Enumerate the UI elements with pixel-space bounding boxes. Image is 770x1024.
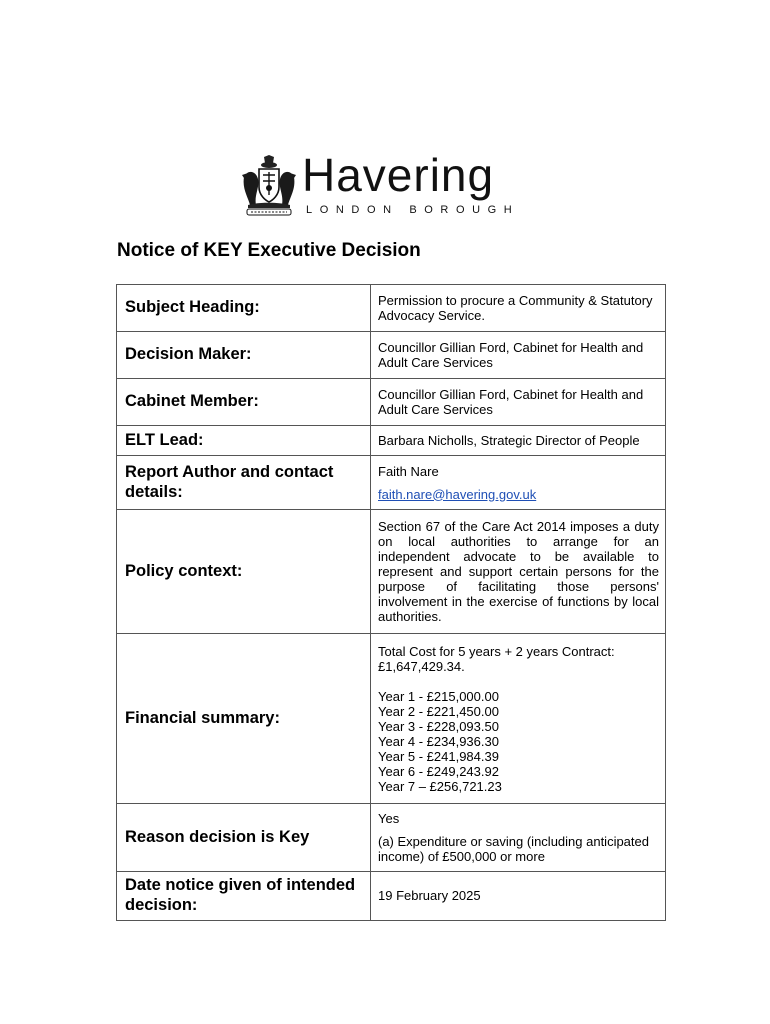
reason-key-value <box>371 804 666 872</box>
elt-lead-value: Barbara Nicholls, Strategic Director of People <box>371 426 666 456</box>
cabinet-member-label: Cabinet Member: <box>117 379 371 426</box>
row-date-notice <box>117 872 666 921</box>
financial-total: Total Cost for 5 years + 2 years Contract: £1,647,429.34. <box>378 643 615 674</box>
financial-year-3: Year 3 - £228,093.50 <box>378 718 499 734</box>
row-subject-heading <box>117 285 666 332</box>
cabinet-member-value: Councillor Gillian Ford, Cabinet for Health and Adult Care Services <box>371 379 666 426</box>
financial-year-1: Year 1 - £215,000.00 <box>378 688 499 704</box>
brand-name: Havering <box>302 149 495 201</box>
spacer <box>378 479 659 487</box>
page-title: Notice of KEY Executive Decision <box>117 240 421 261</box>
date-notice-label: Date notice given of intended decision: <box>117 872 371 921</box>
financial-year-5: Year 5 - £241,984.39 <box>378 748 499 764</box>
row-report-author <box>117 456 666 510</box>
row-reason-key <box>117 804 666 872</box>
subject-heading-value: Permission to procure a Community & Statutory Advocacy Service. <box>371 285 666 332</box>
report-author-value <box>371 456 666 510</box>
decision-table <box>116 284 666 921</box>
report-author-email-link[interactable]: faith.nare@havering.gov.uk <box>378 486 537 502</box>
policy-context-label: Policy context: <box>117 510 371 634</box>
row-decision-maker <box>117 332 666 379</box>
row-financial-summary <box>117 634 666 804</box>
reason-key-detail: (a) Expenditure or saving (including anticipated income) of £500,000 or more <box>378 834 649 864</box>
financial-year-7: Year 7 – £256,721.23 <box>378 778 502 794</box>
financial-year-4: Year 4 - £234,936.30 <box>378 733 499 749</box>
reason-key-label: Reason decision is Key <box>117 804 371 872</box>
financial-year-2: Year 2 - £221,450.00 <box>378 703 499 719</box>
decision-maker-value: Councillor Gillian Ford, Cabinet for Health and Adult Care Services <box>371 332 666 379</box>
financial-year-6: Year 6 - £249,243.92 <box>378 763 499 779</box>
spacer <box>378 826 659 834</box>
decision-maker-label: Decision Maker: <box>117 332 371 379</box>
report-author-name: Faith Nare <box>378 463 439 479</box>
financial-summary-value <box>371 634 666 804</box>
row-policy-context <box>117 510 666 634</box>
report-author-label: Report Author and contact details: <box>117 456 371 510</box>
policy-context-value: Section 67 of the Care Act 2014 imposes a duty on local authorities to arrange for an independent advocate to be available to represent and support certain persons for the purpose of facilitating those persons' involvement in the exercise of functions by local authorities. <box>371 510 666 634</box>
elt-lead-label: ELT Lead: <box>117 426 371 456</box>
row-cabinet-member <box>117 379 666 426</box>
spacer <box>378 674 659 689</box>
coat-of-arms-icon <box>240 155 298 217</box>
subject-heading-label: Subject Heading: <box>117 285 371 332</box>
council-logo <box>240 150 530 220</box>
brand-subtitle: LONDON BOROUGH <box>306 204 520 216</box>
row-elt-lead <box>117 426 666 456</box>
date-notice-value: 19 February 2025 <box>371 872 666 921</box>
financial-summary-label: Financial summary: <box>117 634 371 804</box>
reason-key-answer: Yes <box>378 811 400 826</box>
